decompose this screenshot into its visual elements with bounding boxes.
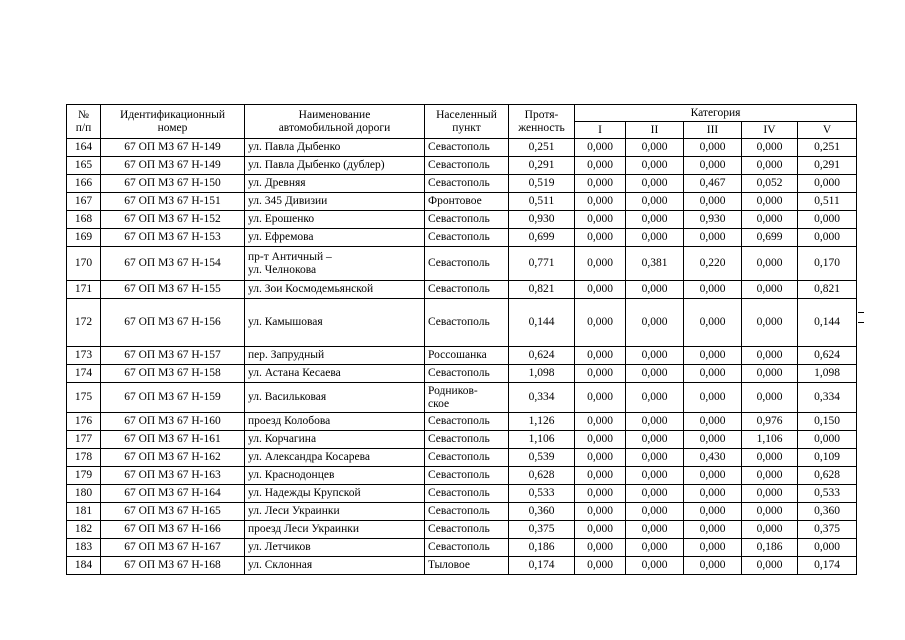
cell-cat-2: 0,000	[626, 503, 684, 521]
cell-place: Тыловое	[425, 557, 509, 575]
cell-cat-5: 0,000	[798, 431, 857, 449]
cell-num: 182	[67, 521, 101, 539]
cell-cat-2: 0,000	[626, 521, 684, 539]
cell-cat-1: 0,000	[575, 175, 626, 193]
cell-cat-5: 0,624	[798, 347, 857, 365]
cell-cat-2: 0,000	[626, 365, 684, 383]
cell-cat-2: 0,381	[626, 247, 684, 281]
cell-place: Севастополь	[425, 157, 509, 175]
table-row	[67, 175, 857, 193]
cell-num: 183	[67, 539, 101, 557]
cell-id: 67 ОП МЗ 67 Н-160	[101, 413, 245, 431]
cell-num: 166	[67, 175, 101, 193]
cell-cat-1: 0,000	[575, 485, 626, 503]
cell-cat-4: 0,000	[742, 503, 798, 521]
cell-length: 0,251	[509, 139, 575, 157]
page-edge-mark	[858, 312, 864, 323]
cell-id: 67 ОП МЗ 67 Н-149	[101, 157, 245, 175]
table-row	[67, 467, 857, 485]
cell-num: 167	[67, 193, 101, 211]
cell-cat-4: 0,000	[742, 557, 798, 575]
cell-length: 0,511	[509, 193, 575, 211]
cell-cat-4: 0,976	[742, 413, 798, 431]
cell-cat-3: 0,000	[684, 139, 742, 157]
cell-cat-4: 0,000	[742, 485, 798, 503]
cell-road-name: ул. Васильковая	[245, 383, 425, 413]
cell-cat-5: 0,628	[798, 467, 857, 485]
cell-cat-4: 0,000	[742, 521, 798, 539]
table-row	[67, 211, 857, 229]
cell-num: 184	[67, 557, 101, 575]
cell-cat-1: 0,000	[575, 299, 626, 347]
cell-id: 67 ОП МЗ 67 Н-168	[101, 557, 245, 575]
cell-place: Севастополь	[425, 175, 509, 193]
cell-cat-3: 0,000	[684, 299, 742, 347]
cell-num: 180	[67, 485, 101, 503]
cell-num: 171	[67, 281, 101, 299]
table-row	[67, 413, 857, 431]
cell-id: 67 ОП МЗ 67 Н-156	[101, 299, 245, 347]
cell-cat-3: 0,000	[684, 557, 742, 575]
cell-cat-5: 0,170	[798, 247, 857, 281]
cell-cat-5: 0,000	[798, 211, 857, 229]
cell-cat-1: 0,000	[575, 539, 626, 557]
cell-cat-1: 0,000	[575, 467, 626, 485]
cell-cat-2: 0,000	[626, 485, 684, 503]
cell-cat-4: 1,106	[742, 431, 798, 449]
cell-cat-5: 0,144	[798, 299, 857, 347]
cell-cat-5: 0,821	[798, 281, 857, 299]
cell-length: 0,930	[509, 211, 575, 229]
cell-id: 67 ОП МЗ 67 Н-162	[101, 449, 245, 467]
cell-cat-2: 0,000	[626, 299, 684, 347]
cell-cat-3: 0,430	[684, 449, 742, 467]
cell-cat-3: 0,467	[684, 175, 742, 193]
cell-length: 1,106	[509, 431, 575, 449]
table-row	[67, 539, 857, 557]
cell-road-name: ул. Зои Космодемьянской	[245, 281, 425, 299]
cell-cat-2: 0,000	[626, 229, 684, 247]
cell-cat-4: 0,000	[742, 157, 798, 175]
cell-num: 168	[67, 211, 101, 229]
cell-length: 0,771	[509, 247, 575, 281]
cell-cat-4: 0,186	[742, 539, 798, 557]
cell-road-name: ул. Ефремова	[245, 229, 425, 247]
cell-cat-3: 0,000	[684, 229, 742, 247]
cell-place: Севастополь	[425, 521, 509, 539]
cell-cat-5: 0,375	[798, 521, 857, 539]
cell-num: 164	[67, 139, 101, 157]
cell-id: 67 ОП МЗ 67 Н-164	[101, 485, 245, 503]
cell-cat-4: 0,000	[742, 299, 798, 347]
table-row	[67, 365, 857, 383]
cell-place: Севастополь	[425, 299, 509, 347]
cell-cat-5: 0,174	[798, 557, 857, 575]
cell-cat-2: 0,000	[626, 211, 684, 229]
cell-place: Севастополь	[425, 139, 509, 157]
header-num: № п/п	[67, 105, 101, 139]
cell-cat-2: 0,000	[626, 467, 684, 485]
cell-length: 0,821	[509, 281, 575, 299]
cell-road-name: ул. 345 Дивизии	[245, 193, 425, 211]
table-row	[67, 449, 857, 467]
cell-road-name: проезд Леси Украинки	[245, 521, 425, 539]
cell-place: Родников- ское	[425, 383, 509, 413]
cell-cat-3: 0,000	[684, 157, 742, 175]
cell-cat-3: 0,000	[684, 365, 742, 383]
cell-cat-1: 0,000	[575, 347, 626, 365]
cell-cat-3: 0,000	[684, 503, 742, 521]
table-row	[67, 521, 857, 539]
cell-cat-1: 0,000	[575, 413, 626, 431]
cell-cat-4: 0,000	[742, 193, 798, 211]
table-body	[67, 139, 857, 575]
cell-num: 176	[67, 413, 101, 431]
cell-cat-4: 0,000	[742, 365, 798, 383]
cell-num: 172	[67, 299, 101, 347]
cell-length: 0,624	[509, 347, 575, 365]
cell-length: 0,375	[509, 521, 575, 539]
cell-cat-3: 0,220	[684, 247, 742, 281]
cell-id: 67 ОП МЗ 67 Н-166	[101, 521, 245, 539]
cell-num: 175	[67, 383, 101, 413]
cell-cat-1: 0,000	[575, 193, 626, 211]
cell-place: Россошанка	[425, 347, 509, 365]
cell-place: Фронтовое	[425, 193, 509, 211]
cell-num: 177	[67, 431, 101, 449]
cell-length: 1,126	[509, 413, 575, 431]
cell-place: Севастополь	[425, 365, 509, 383]
table-row	[67, 557, 857, 575]
cell-cat-1: 0,000	[575, 229, 626, 247]
cell-place: Севастополь	[425, 503, 509, 521]
cell-cat-2: 0,000	[626, 157, 684, 175]
cell-road-name: ул. Александра Косарева	[245, 449, 425, 467]
cell-road-name: пр-т Античный – ул. Челнокова	[245, 247, 425, 281]
cell-cat-5: 0,360	[798, 503, 857, 521]
cell-length: 0,628	[509, 467, 575, 485]
cell-place: Севастополь	[425, 247, 509, 281]
header-cat-4: IV	[742, 122, 798, 139]
cell-cat-3: 0,000	[684, 485, 742, 503]
table-row	[67, 247, 857, 281]
cell-id: 67 ОП МЗ 67 Н-159	[101, 383, 245, 413]
cell-road-name: ул. Леси Украинки	[245, 503, 425, 521]
cell-cat-4: 0,052	[742, 175, 798, 193]
cell-cat-4: 0,000	[742, 449, 798, 467]
cell-cat-5: 1,098	[798, 365, 857, 383]
cell-cat-1: 0,000	[575, 449, 626, 467]
table-row	[67, 503, 857, 521]
cell-cat-3: 0,000	[684, 539, 742, 557]
cell-place: Севастополь	[425, 467, 509, 485]
cell-cat-3: 0,930	[684, 211, 742, 229]
cell-id: 67 ОП МЗ 67 Н-152	[101, 211, 245, 229]
table-row	[67, 431, 857, 449]
cell-cat-3: 0,000	[684, 347, 742, 365]
cell-road-name: ул. Надежды Крупской	[245, 485, 425, 503]
cell-place: Севастополь	[425, 281, 509, 299]
cell-id: 67 ОП МЗ 67 Н-165	[101, 503, 245, 521]
cell-cat-2: 0,000	[626, 449, 684, 467]
cell-cat-2: 0,000	[626, 281, 684, 299]
cell-cat-4: 0,699	[742, 229, 798, 247]
cell-place: Севастополь	[425, 449, 509, 467]
cell-cat-4: 0,000	[742, 383, 798, 413]
cell-id: 67 ОП МЗ 67 Н-151	[101, 193, 245, 211]
cell-cat-5: 0,000	[798, 539, 857, 557]
cell-cat-4: 0,000	[742, 247, 798, 281]
cell-cat-4: 0,000	[742, 467, 798, 485]
cell-cat-3: 0,000	[684, 383, 742, 413]
cell-id: 67 ОП МЗ 67 Н-157	[101, 347, 245, 365]
table-row	[67, 299, 857, 347]
cell-cat-2: 0,000	[626, 175, 684, 193]
cell-cat-4: 0,000	[742, 347, 798, 365]
cell-length: 0,334	[509, 383, 575, 413]
header-cat-5: V	[798, 122, 857, 139]
cell-cat-5: 0,000	[798, 229, 857, 247]
table-row	[67, 347, 857, 365]
cell-cat-2: 0,000	[626, 383, 684, 413]
cell-num: 173	[67, 347, 101, 365]
cell-length: 0,360	[509, 503, 575, 521]
cell-cat-3: 0,000	[684, 281, 742, 299]
cell-road-name: ул. Корчагина	[245, 431, 425, 449]
cell-num: 169	[67, 229, 101, 247]
cell-road-name: ул. Склонная	[245, 557, 425, 575]
cell-length: 0,699	[509, 229, 575, 247]
table-row	[67, 281, 857, 299]
header-length: Протя- женность	[509, 105, 575, 139]
cell-cat-5: 0,291	[798, 157, 857, 175]
cell-road-name: пер. Запрудный	[245, 347, 425, 365]
cell-place: Севастополь	[425, 485, 509, 503]
cell-cat-2: 0,000	[626, 413, 684, 431]
table-row	[67, 157, 857, 175]
cell-cat-4: 0,000	[742, 139, 798, 157]
cell-cat-4: 0,000	[742, 211, 798, 229]
cell-place: Севастополь	[425, 539, 509, 557]
cell-cat-1: 0,000	[575, 247, 626, 281]
cell-cat-3: 0,000	[684, 431, 742, 449]
cell-cat-5: 0,533	[798, 485, 857, 503]
cell-road-name: ул. Ерошенко	[245, 211, 425, 229]
cell-cat-5: 0,150	[798, 413, 857, 431]
cell-id: 67 ОП МЗ 67 Н-155	[101, 281, 245, 299]
cell-length: 0,174	[509, 557, 575, 575]
cell-length: 0,186	[509, 539, 575, 557]
cell-num: 170	[67, 247, 101, 281]
cell-cat-1: 0,000	[575, 365, 626, 383]
cell-id: 67 ОП МЗ 67 Н-149	[101, 139, 245, 157]
cell-road-name: ул. Павла Дыбенко (дублер)	[245, 157, 425, 175]
cell-place: Севастополь	[425, 229, 509, 247]
table-row	[67, 383, 857, 413]
cell-cat-1: 0,000	[575, 211, 626, 229]
cell-cat-5: 0,000	[798, 175, 857, 193]
cell-length: 1,098	[509, 365, 575, 383]
cell-num: 165	[67, 157, 101, 175]
cell-num: 181	[67, 503, 101, 521]
cell-num: 179	[67, 467, 101, 485]
header-place: Населенный пункт	[425, 105, 509, 139]
cell-cat-1: 0,000	[575, 431, 626, 449]
cell-cat-2: 0,000	[626, 539, 684, 557]
cell-cat-1: 0,000	[575, 557, 626, 575]
cell-road-name: ул. Краснодонцев	[245, 467, 425, 485]
cell-cat-1: 0,000	[575, 383, 626, 413]
cell-cat-2: 0,000	[626, 557, 684, 575]
header-category: Категория	[575, 105, 857, 122]
cell-cat-1: 0,000	[575, 521, 626, 539]
cell-id: 67 ОП МЗ 67 Н-158	[101, 365, 245, 383]
header-cat-1: I	[575, 122, 626, 139]
cell-id: 67 ОП МЗ 67 Н-154	[101, 247, 245, 281]
cell-length: 0,539	[509, 449, 575, 467]
cell-place: Севастополь	[425, 211, 509, 229]
cell-cat-3: 0,000	[684, 521, 742, 539]
cell-id: 67 ОП МЗ 67 Н-153	[101, 229, 245, 247]
cell-road-name: ул. Летчиков	[245, 539, 425, 557]
cell-length: 0,291	[509, 157, 575, 175]
cell-id: 67 ОП МЗ 67 Н-163	[101, 467, 245, 485]
cell-cat-5: 0,511	[798, 193, 857, 211]
roads-table	[66, 104, 857, 575]
cell-cat-1: 0,000	[575, 157, 626, 175]
cell-num: 174	[67, 365, 101, 383]
cell-place: Севастополь	[425, 431, 509, 449]
header-road-name: Наименование автомобильной дороги	[245, 105, 425, 139]
header-cat-2: II	[626, 122, 684, 139]
cell-id: 67 ОП МЗ 67 Н-167	[101, 539, 245, 557]
cell-cat-2: 0,000	[626, 431, 684, 449]
cell-cat-3: 0,000	[684, 413, 742, 431]
cell-num: 178	[67, 449, 101, 467]
cell-id: 67 ОП МЗ 67 Н-150	[101, 175, 245, 193]
cell-cat-1: 0,000	[575, 503, 626, 521]
cell-place: Севастополь	[425, 413, 509, 431]
header-id: Идентификационный номер	[101, 105, 245, 139]
cell-cat-3: 0,000	[684, 467, 742, 485]
table-row	[67, 193, 857, 211]
cell-length: 0,533	[509, 485, 575, 503]
cell-road-name: ул. Павла Дыбенко	[245, 139, 425, 157]
cell-cat-2: 0,000	[626, 139, 684, 157]
cell-cat-5: 0,334	[798, 383, 857, 413]
cell-length: 0,519	[509, 175, 575, 193]
cell-cat-2: 0,000	[626, 347, 684, 365]
cell-road-name: ул. Камышовая	[245, 299, 425, 347]
cell-road-name: ул. Древняя	[245, 175, 425, 193]
cell-cat-1: 0,000	[575, 139, 626, 157]
cell-cat-5: 0,251	[798, 139, 857, 157]
cell-cat-4: 0,000	[742, 281, 798, 299]
cell-road-name: проезд Колобова	[245, 413, 425, 431]
table-row	[67, 139, 857, 157]
table-row	[67, 485, 857, 503]
cell-cat-3: 0,000	[684, 193, 742, 211]
cell-cat-1: 0,000	[575, 281, 626, 299]
cell-road-name: ул. Астана Кесаева	[245, 365, 425, 383]
cell-id: 67 ОП МЗ 67 Н-161	[101, 431, 245, 449]
header-cat-3: III	[684, 122, 742, 139]
table-row	[67, 229, 857, 247]
cell-cat-5: 0,109	[798, 449, 857, 467]
cell-cat-2: 0,000	[626, 193, 684, 211]
cell-length: 0,144	[509, 299, 575, 347]
